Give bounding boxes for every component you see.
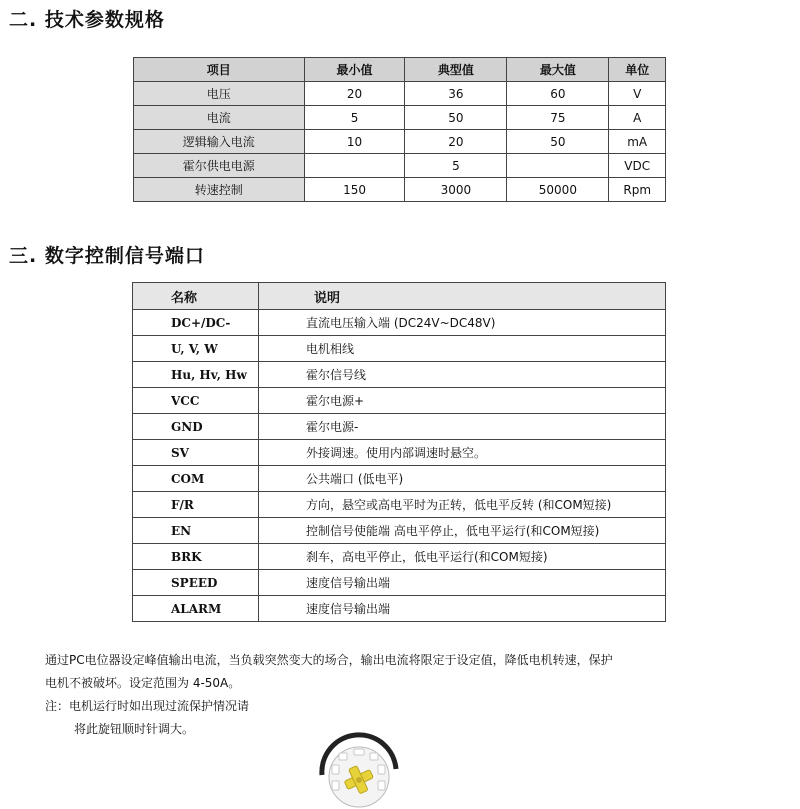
port-desc: 速度信号输出端 — [259, 596, 666, 622]
spec-unit: Rpm — [609, 178, 666, 202]
table-row — [133, 466, 666, 492]
port-name: EN — [133, 518, 259, 544]
table-row — [133, 596, 666, 622]
spec-header-cell: 单位 — [609, 58, 666, 82]
spec-min: 20 — [304, 82, 405, 106]
spec-typ: 3000 — [405, 178, 507, 202]
spec-header-cell: 最小值 — [304, 58, 405, 82]
port-name: ALARM — [133, 596, 259, 622]
port-name: SV — [133, 440, 259, 466]
spec-unit: VDC — [609, 154, 666, 178]
spec-item: 霍尔供电电源 — [134, 154, 305, 178]
spec-unit: A — [609, 106, 666, 130]
note-line-4: 将此旋钮顺时针调大。 — [74, 722, 195, 736]
spec-max: 75 — [507, 106, 609, 130]
spec-header-row — [134, 58, 666, 82]
port-desc: 直流电压输入端 (DC24V~DC48V) — [259, 310, 666, 336]
port-header-row — [133, 283, 666, 310]
port-desc: 方向，悬空或高电平时为正转，低电平反转 (和COM短接) — [259, 492, 666, 518]
port-desc: 外接调速。使用内部调速时悬空。 — [259, 440, 666, 466]
port-name: VCC — [133, 388, 259, 414]
note-line-1: 通过PC电位器设定峰值输出电流，当负载突然变大的场合，输出电流将限定于设定值，降低电机转速，保护 — [45, 653, 613, 667]
table-row — [133, 362, 666, 388]
port-desc: 控制信号使能端 高电平停止，低电平运行(和COM短接) — [259, 518, 666, 544]
port-name: BRK — [133, 544, 259, 570]
spec-header-cell: 最大值 — [507, 58, 609, 82]
table-row — [133, 440, 666, 466]
port-name: F/R — [133, 492, 259, 518]
spec-typ: 20 — [405, 130, 507, 154]
spec-item: 逻辑输入电流 — [134, 130, 305, 154]
port-desc: 速度信号输出端 — [259, 570, 666, 596]
table-row — [133, 570, 666, 596]
table-row — [134, 82, 666, 106]
table-row — [133, 518, 666, 544]
port-name: U, V, W — [133, 336, 259, 362]
port-desc: 霍尔电源+ — [259, 388, 666, 414]
table-row — [134, 106, 666, 130]
port-desc: 电机相线 — [259, 336, 666, 362]
port-name: COM — [133, 466, 259, 492]
spec-max: 60 — [507, 82, 609, 106]
spec-unit: V — [609, 82, 666, 106]
spec-min: 5 — [304, 106, 405, 130]
table-row — [133, 336, 666, 362]
potentiometer-knob-icon — [312, 725, 406, 809]
table-row — [134, 154, 666, 178]
table-row — [133, 414, 666, 440]
port-name: GND — [133, 414, 259, 440]
port-name: SPEED — [133, 570, 259, 596]
port-desc: 刹车，高电平停止，低电平运行(和COM短接) — [259, 544, 666, 570]
note-line-2: 电机不被破坏。设定范围为 4-50A。 — [45, 676, 241, 690]
spec-max: 50 — [507, 130, 609, 154]
table-row — [133, 388, 666, 414]
port-header-desc: 说明 — [259, 283, 666, 310]
note-line-3: 注：电机运行时如出现过流保护情况请 — [45, 699, 250, 713]
spec-max: 50000 — [507, 178, 609, 202]
spec-item: 电压 — [134, 82, 305, 106]
port-table — [132, 282, 666, 622]
spec-typ: 5 — [405, 154, 507, 178]
table-row — [133, 492, 666, 518]
table-row — [134, 130, 666, 154]
table-row — [133, 310, 666, 336]
section3-title: 三. 数字控制信号端口 — [9, 245, 205, 267]
port-desc: 霍尔电源- — [259, 414, 666, 440]
spec-typ: 36 — [405, 82, 507, 106]
spec-min: 10 — [304, 130, 405, 154]
port-name: Hu, Hv, Hw — [133, 362, 259, 388]
spec-max — [507, 154, 609, 178]
spec-item: 转速控制 — [134, 178, 305, 202]
section2-title: 二. 技术参数规格 — [9, 9, 165, 31]
port-desc: 公共端口 (低电平) — [259, 466, 666, 492]
spec-table — [133, 57, 666, 202]
spec-typ: 50 — [405, 106, 507, 130]
spec-min: 150 — [304, 178, 405, 202]
table-row — [134, 178, 666, 202]
spec-header-cell: 项目 — [134, 58, 305, 82]
spec-min — [304, 154, 405, 178]
port-name: DC+/DC- — [133, 310, 259, 336]
port-desc: 霍尔信号线 — [259, 362, 666, 388]
port-header-name: 名称 — [133, 283, 259, 310]
table-row — [133, 544, 666, 570]
spec-header-cell: 典型值 — [405, 58, 507, 82]
spec-unit: mA — [609, 130, 666, 154]
spec-item: 电流 — [134, 106, 305, 130]
